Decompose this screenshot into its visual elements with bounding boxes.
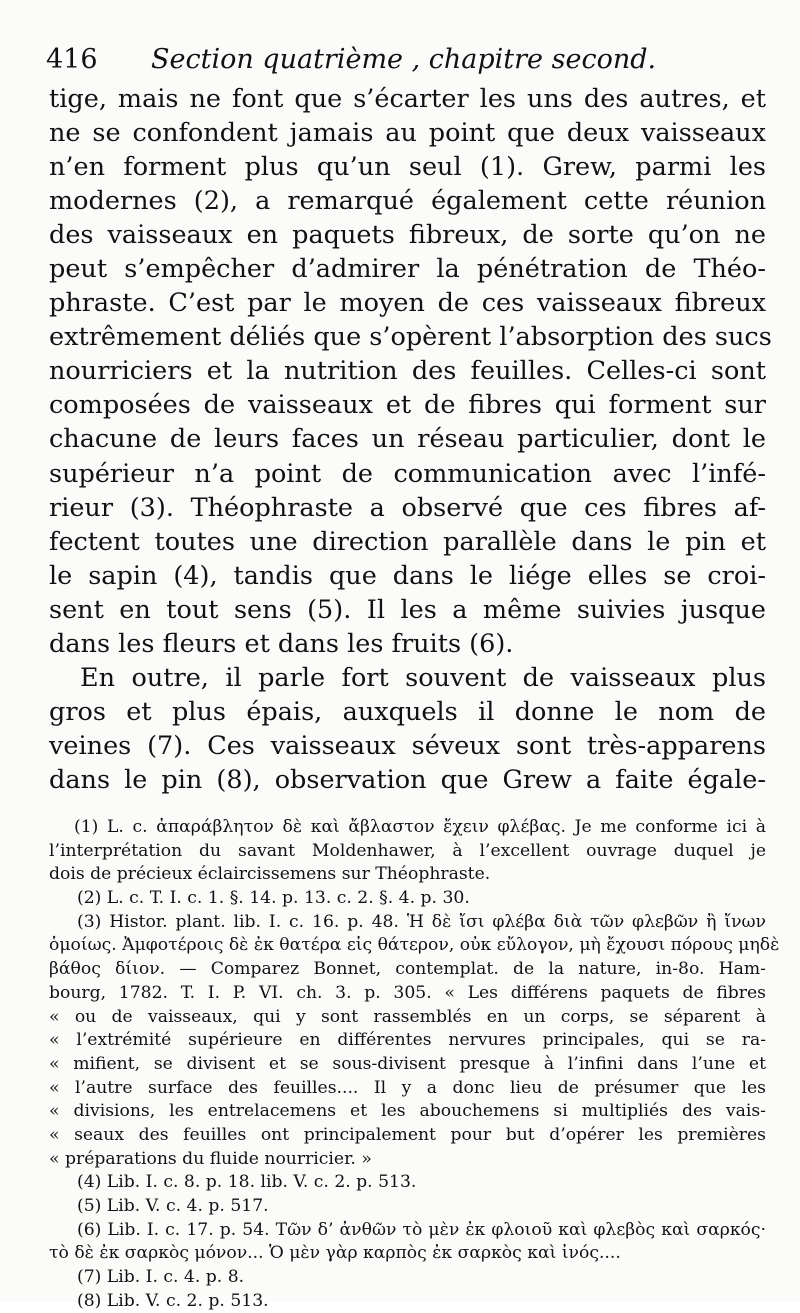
page-number: 416 xyxy=(46,44,98,75)
running-title: Section quatrième , chapitre second. xyxy=(151,44,657,75)
footnote-line: l’interprétation du savant Moldenhawer, à l’excellent ouvrage duquel je xyxy=(49,840,766,861)
text-line: gros et plus épais, auxquels il donne le nom de xyxy=(49,696,766,727)
footnote-line: (4) Lib. I. c. 8. p. 18. lib. V. c. 2. p. 513. xyxy=(77,1172,417,1193)
text-line: phraste. C’est par le moyen de ces vaisseaux fibreux xyxy=(49,288,766,319)
footnotes xyxy=(49,816,780,1313)
text-line: fectent toutes une direction parallèle dans le pin et xyxy=(49,526,766,557)
text-line: En outre, il parle fort souvent de vaisseaux plus xyxy=(80,662,766,693)
text-line: chacune de leurs faces un réseau particulier, dont le xyxy=(49,424,766,455)
footnote-line: (5) Lib. V. c. 4. p. 517. xyxy=(77,1196,269,1216)
footnote-line: dois de précieux éclaircissemens sur Théophraste. xyxy=(49,864,491,885)
text-line: dans les fleurs et dans les fruits (6). xyxy=(49,628,514,659)
footnote-line: (1) L. c. ἀπαράβλητον δὲ καὶ ἄβλαστον ἔχειν φλέβας. Je me conforme ici à xyxy=(74,817,766,837)
text-line: extrêmement déliés que s’opèrent l’absorption des sucs xyxy=(49,322,772,353)
footnote-line: (2) L. c. T. I. c. 1. §. 14. p. 13. c. 2. §. 4. p. 30. xyxy=(77,888,470,909)
footnote-line: (8) Lib. V. c. 2. p. 513. xyxy=(77,1290,269,1311)
text-line: le sapin (4), tandis que dans le liége elles se croi- xyxy=(49,560,766,591)
footnote-line: (7) Lib. I. c. 4. p. 8. xyxy=(77,1267,245,1288)
text-line: nourriciers et la nutrition des feuilles. Celles-ci sont xyxy=(49,356,766,387)
main-text xyxy=(49,82,772,797)
footnote-line: « divisions, les entrelacemens et les abouchemens si multipliés des vais- xyxy=(49,1101,766,1122)
footnote-line: (6) Lib. I. c. 17. p. 54. Τῶν δ’ ἀνθῶν τὸ μὲν ἐκ φλοιοῦ καὶ φλεβὸς καὶ σαρκός· xyxy=(77,1219,766,1240)
text-line: sent en tout sens (5). Il les a même suivies jusque xyxy=(49,594,766,625)
text-line: peut s’empêcher d’admirer la pénétration de Théo- xyxy=(49,254,766,285)
running-header xyxy=(46,40,766,80)
footnote-line: « l’extrémité supérieure en différentes nervures principales, qui se ra- xyxy=(49,1030,766,1051)
footnote-line: (3) Histor. plant. lib. I. c. 16. p. 48. Ἡ δὲ ἴσι φλέβα διὰ τῶν φλεβῶν ἢ ἴνων xyxy=(77,911,766,932)
footnote-line: « l’autre surface des feuilles.... Il y a donc lieu de présumer que les xyxy=(49,1077,766,1098)
footnote-line: ὁμοίως. Ἀμφοτέροις δὲ ἐκ θατέρα εἰς θάτερον, οὐκ εὔλογον, μὴ ἔχουσι πόρους μηδὲ xyxy=(49,935,780,956)
text-line: ne se confondent jamais au point que deux vaisseaux xyxy=(49,118,766,149)
text-line: modernes (2), a remarqué également cette réunion xyxy=(49,186,766,217)
footnote-line: « mifient, se divisent et se sous-divisent presque à l’infini dans l’une et xyxy=(49,1053,766,1074)
text-line: dans le pin (8), observation que Grew a faite égale- xyxy=(49,764,766,795)
text-line: n’en forment plus qu’un seul (1). Grew, parmi les xyxy=(49,152,766,183)
text-line: supérieur n’a point de communication avec l’infé- xyxy=(49,458,766,489)
footnote-line: βάθος δίιον. — Comparez Bonnet, contemplat. de la nature, in-8o. Ham- xyxy=(49,959,766,980)
footnote-line: bourg, 1782. T. I. P. VI. ch. 3. p. 305. « Les différens paquets de fibres xyxy=(49,982,766,1003)
text-line: rieur (3). Théophraste a observé que ces fibres af- xyxy=(49,492,766,523)
text-line: des vaisseaux en paquets fibreux, de sorte qu’on ne xyxy=(49,220,766,251)
text-line: veines (7). Ces vaisseaux séveux sont très-apparens xyxy=(49,730,766,761)
footnote-line: « seaux des feuilles ont principalement pour but d’opérer les premières xyxy=(49,1124,766,1145)
footnote-line: τὸ δὲ ἐκ σαρκὸς μόνον... Ὁ μὲν γὰρ καρπὸς ἐκ σαρκὸς καὶ ἰνός.... xyxy=(49,1243,621,1264)
footnote-line: « ou de vaisseaux, qui y sont rassemblés en un corps, se séparent à xyxy=(49,1006,766,1027)
text-line: tige, mais ne font que s’écarter les uns des autres, et xyxy=(49,84,766,114)
footnote-line: « préparations du fluide nourricier. » xyxy=(49,1148,372,1169)
text-line: composées de vaisseaux et de fibres qui forment sur xyxy=(49,390,766,421)
